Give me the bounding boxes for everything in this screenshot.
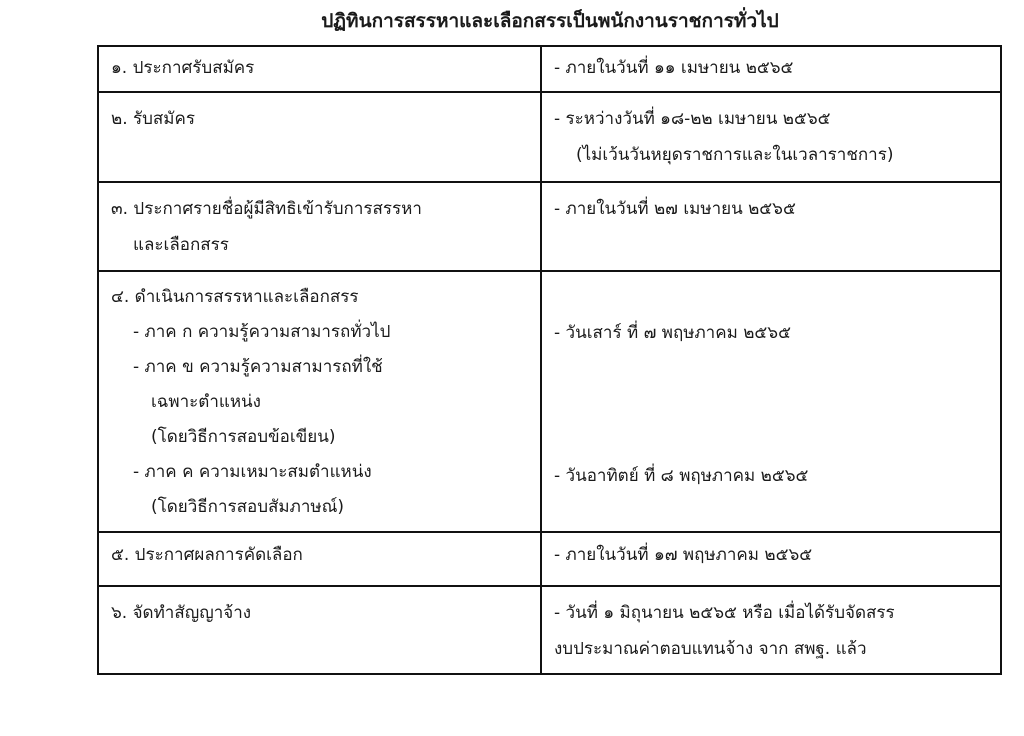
step-text: และเลือกสรร [133,235,229,255]
date-text: - ภายในวันที่ ๒๗ เมษายน ๒๕๖๕ [554,199,796,219]
step-text: ๖. จัดทำสัญญาจ้าง [111,603,252,623]
step-cell [98,586,541,674]
date-cell [541,182,1001,271]
table-row [98,92,1001,182]
step-text: - ภาค ข ความรู้ความสามารถที่ใช้ [133,357,383,377]
table-row [98,46,1001,92]
table-row [98,586,1001,674]
date-cell [541,271,1001,532]
page-title: ปฏิทินการสรรหาและเลือกสรรเป็นพนักงานราชการทั่วไป [321,10,779,32]
date-text: งบประมาณค่าตอบแทนจ้าง จาก สพฐ. แล้ว [554,639,867,659]
step-text: เฉพาะตำแหน่ง [151,392,261,412]
step-cell [98,271,541,532]
table-row [98,532,1001,586]
step-text: ๒. รับสมัคร [111,109,196,129]
date-text: - วันที่ ๑ มิถุนายน ๒๕๖๕ หรือ เมื่อได้รับจัดสรร [554,603,895,623]
date-text: - ภายในวันที่ ๑๑ เมษายน ๒๕๖๕ [554,58,794,78]
step-cell [98,532,541,586]
date-cell [541,92,1001,182]
date-text: - วันเสาร์ ที่ ๗ พฤษภาคม ๒๕๖๕ [554,323,791,343]
schedule-table [97,45,1002,675]
table-row [98,271,1001,532]
step-text: - ภาค ค ความเหมาะสมตำแหน่ง [133,462,372,482]
step-text: - ภาค ก ความรู้ความสามารถทั่วไป [133,322,391,342]
date-text: - ภายในวันที่ ๑๗ พฤษภาคม ๒๕๖๕ [554,545,813,565]
date-text: - ระหว่างวันที่ ๑๘-๒๒ เมษายน ๒๕๖๕ [554,109,831,129]
step-text: ๕. ประกาศผลการคัดเลือก [111,545,303,565]
step-cell [98,182,541,271]
step-text: ๑. ประกาศรับสมัคร [111,58,255,78]
table-row [98,182,1001,271]
step-cell [98,92,541,182]
step-cell [98,46,541,92]
step-text: (โดยวิธีการสอบข้อเขียน) [151,427,336,447]
date-cell [541,532,1001,586]
step-text: ๓. ประกาศรายชื่อผู้มีสิทธิเข้ารับการสรรหา [111,199,422,219]
date-cell [541,46,1001,92]
date-text: (ไม่เว้นวันหยุดราชการและในเวลาราชการ) [576,145,894,165]
step-text: (โดยวิธีการสอบสัมภาษณ์) [151,497,344,517]
date-cell [541,586,1001,674]
step-text: ๔. ดำเนินการสรรหาและเลือกสรร [111,287,359,307]
date-text: - วันอาทิตย์ ที่ ๘ พฤษภาคม ๒๕๖๕ [554,466,809,486]
